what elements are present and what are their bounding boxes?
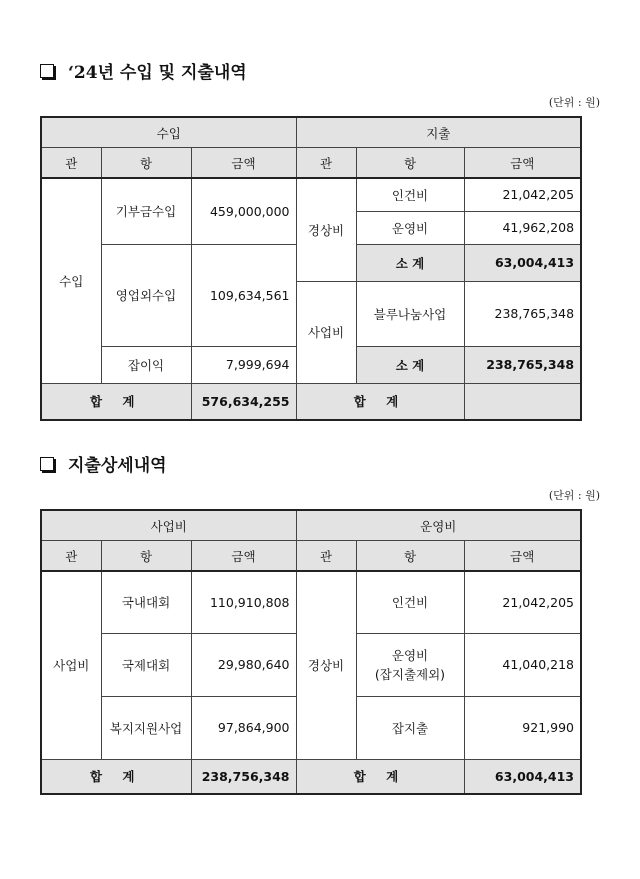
expense-hang-cell: 운영비 [356, 211, 464, 244]
expense-kwan-cell: 경상비 [296, 178, 356, 281]
income-col-amount: 금액 [191, 148, 296, 179]
income-amount-cell: 109,634,561 [191, 244, 296, 346]
expense-hang-cell: 인건비 [356, 178, 464, 211]
checkbox-square-icon [40, 64, 54, 78]
operating-group-header: 운영비 [296, 510, 581, 541]
expense-amount-cell: 238,765,348 [464, 281, 581, 346]
left-amount-cell: 29,980,640 [191, 633, 296, 696]
right-hang-cell: 인건비 [356, 571, 464, 633]
section1-heading [40, 58, 247, 83]
left-hang-cell: 국내대회 [101, 571, 191, 633]
left-total-value: 238,756,348 [191, 759, 296, 794]
expense-total-label: 합 계 [296, 383, 464, 420]
expense-col-hang: 항 [356, 148, 464, 179]
expense-subtotal-value: 238,765,348 [464, 346, 581, 383]
right-hang-cell [356, 633, 464, 696]
section1-unit: (단위 : 원) [548, 96, 600, 109]
expense-group-header: 지출 [296, 117, 581, 148]
income-col-hang: 항 [101, 148, 191, 179]
income-expense-table [40, 116, 582, 421]
right-col-amount: 금액 [464, 541, 581, 572]
expense-col-kwan: 관 [296, 148, 356, 179]
income-amount-cell: 7,999,694 [191, 346, 296, 383]
right-amount-cell: 921,990 [464, 696, 581, 759]
left-col-hang: 항 [101, 541, 191, 572]
expense-kwan-cell: 사업비 [296, 281, 356, 383]
expense-subtotal-label: 소 계 [356, 346, 464, 383]
expense-total-value [464, 383, 581, 420]
right-amount-cell: 41,040,218 [464, 633, 581, 696]
expense-amount-cell: 21,042,205 [464, 178, 581, 211]
income-group-header: 수입 [41, 117, 296, 148]
right-col-hang: 항 [356, 541, 464, 572]
left-total-label: 합 계 [41, 759, 191, 794]
right-amount-cell: 21,042,205 [464, 571, 581, 633]
expense-amount-cell: 41,962,208 [464, 211, 581, 244]
section2-unit: (단위 : 원) [548, 489, 600, 502]
left-amount-cell: 97,864,900 [191, 696, 296, 759]
income-hang-cell: 영업외수입 [101, 244, 191, 346]
right-hang-note: (잡지출제외) [374, 666, 446, 682]
income-total-label: 합 계 [41, 383, 191, 420]
checkbox-square-icon [40, 457, 54, 471]
section2-title: 지출상세내역 [68, 456, 167, 476]
right-total-label: 합 계 [296, 759, 464, 794]
income-hang-cell: 기부금수입 [101, 178, 191, 244]
left-amount-cell: 110,910,808 [191, 571, 296, 633]
left-col-amount: 금액 [191, 541, 296, 572]
expense-col-amount: 금액 [464, 148, 581, 179]
left-hang-cell: 복지지원사업 [101, 696, 191, 759]
income-col-kwan: 관 [41, 148, 101, 179]
income-total-value: 576,634,255 [191, 383, 296, 420]
business-group-header: 사업비 [41, 510, 296, 541]
right-col-kwan: 관 [296, 541, 356, 572]
right-hang-cell: 잡지출 [356, 696, 464, 759]
expense-detail-table [40, 509, 582, 795]
right-hang-main: 운영비 [391, 647, 429, 663]
income-amount-cell: 459,000,000 [191, 178, 296, 244]
expense-hang-cell: 블루나눔사업 [356, 281, 464, 346]
income-hang-cell: 잡이익 [101, 346, 191, 383]
section1-title: ‘24년 수입 및 지출내역 [68, 63, 247, 83]
expense-subtotal-value: 63,004,413 [464, 244, 581, 281]
right-kwan-cell: 경상비 [296, 571, 356, 759]
left-col-kwan: 관 [41, 541, 101, 572]
left-hang-cell: 국제대회 [101, 633, 191, 696]
income-kwan-cell: 수입 [41, 178, 101, 383]
left-kwan-cell: 사업비 [41, 571, 101, 759]
expense-subtotal-label: 소 계 [356, 244, 464, 281]
section2-heading [40, 451, 167, 476]
right-total-value: 63,004,413 [464, 759, 581, 794]
